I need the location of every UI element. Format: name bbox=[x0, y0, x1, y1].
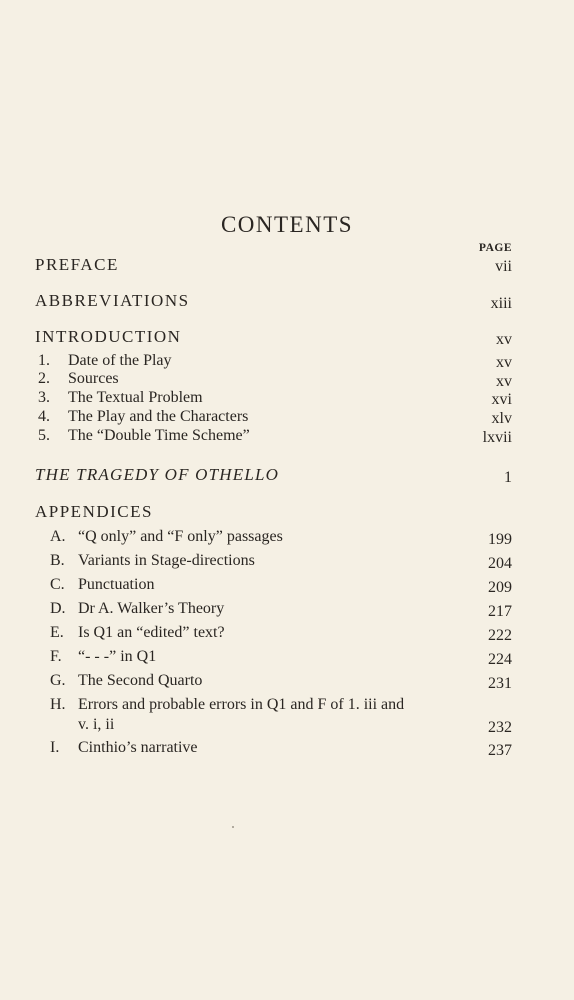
appendix-item bbox=[50, 739, 198, 757]
appendix-letter: F. bbox=[50, 648, 62, 665]
appendix-page: 209 bbox=[488, 579, 512, 596]
appendix-item bbox=[50, 624, 225, 642]
appendix-item bbox=[50, 600, 224, 618]
intro-item bbox=[38, 427, 250, 445]
appendix-page: 231 bbox=[488, 675, 512, 692]
intro-item bbox=[38, 408, 248, 426]
appendix-item bbox=[50, 696, 404, 714]
appendix-item bbox=[50, 576, 154, 594]
intro-item-page: xlv bbox=[491, 410, 512, 427]
appendix-label: Dr A. Walker’s Theory bbox=[78, 600, 225, 617]
appendix-letter: C. bbox=[50, 576, 65, 593]
page-title: CONTENTS bbox=[220, 212, 354, 237]
appendix-page: 232 bbox=[488, 719, 512, 736]
appendix-letter: D. bbox=[50, 600, 66, 617]
intro-item-label: Sources bbox=[68, 370, 119, 387]
appendix-label: “- - -” in Q1 bbox=[78, 648, 157, 665]
appendices-heading: APPENDICES bbox=[35, 502, 153, 521]
intro-item-page: xv bbox=[496, 354, 512, 371]
appendix-letter: I. bbox=[50, 739, 60, 756]
appendix-item bbox=[50, 648, 156, 666]
appendix-letter: G. bbox=[50, 672, 66, 689]
intro-item-label: The “Double Time Scheme” bbox=[68, 427, 250, 444]
appendix-letter: B. bbox=[50, 552, 65, 569]
intro-item-number: 1. bbox=[38, 352, 50, 369]
appendix-item bbox=[50, 672, 202, 690]
appendix-item bbox=[50, 528, 283, 546]
paper-speck bbox=[232, 826, 234, 828]
appendix-label: Cinthio’s narrative bbox=[78, 739, 198, 756]
appendix-letter: H. bbox=[50, 696, 66, 713]
intro-item bbox=[38, 370, 119, 388]
play-text-page: 1 bbox=[504, 469, 512, 486]
intro-item-page: xv bbox=[496, 373, 512, 390]
appendix-page: 204 bbox=[488, 555, 512, 572]
intro-item bbox=[38, 389, 203, 407]
introduction-heading: INTRODUCTION bbox=[35, 327, 182, 346]
play-text-heading: THE TRAGEDY OF OTHELLO bbox=[35, 465, 280, 484]
page-column-label: PAGE bbox=[478, 242, 512, 254]
intro-item-page: lxvii bbox=[482, 429, 512, 446]
intro-item-number: 2. bbox=[38, 370, 50, 387]
preface-heading: PREFACE bbox=[35, 255, 119, 274]
appendix-page: 222 bbox=[488, 627, 512, 644]
intro-item-label: The Textual Problem bbox=[68, 389, 203, 406]
appendix-letter: E. bbox=[50, 624, 64, 641]
appendix-page: 217 bbox=[488, 603, 512, 620]
appendix-label: Punctuation bbox=[78, 576, 155, 593]
appendix-label: Is Q1 an “edited” text? bbox=[78, 624, 225, 641]
appendix-page: 224 bbox=[488, 651, 512, 668]
appendix-page: 237 bbox=[488, 742, 512, 759]
appendix-label: Errors and probable errors in Q1 and F of 1. iii and bbox=[78, 696, 405, 713]
intro-item-page: xvi bbox=[491, 391, 512, 408]
intro-item-number: 4. bbox=[38, 408, 50, 425]
appendix-label: “Q only” and “F only” passages bbox=[78, 528, 283, 545]
abbreviations-heading: ABBREVIATIONS bbox=[35, 291, 190, 310]
intro-item-number: 3. bbox=[38, 389, 50, 406]
appendix-letter: A. bbox=[50, 528, 66, 545]
appendix-label: Variants in Stage-directions bbox=[78, 552, 255, 569]
intro-item-number: 5. bbox=[38, 427, 50, 444]
intro-item-label: Date of the Play bbox=[68, 352, 172, 369]
intro-item-label: The Play and the Characters bbox=[68, 408, 249, 425]
introduction-page: xv bbox=[496, 331, 512, 348]
appendix-page: 199 bbox=[488, 531, 512, 548]
preface-page: vii bbox=[495, 258, 512, 275]
appendix-label-continuation: v. i, ii bbox=[78, 716, 115, 733]
appendix-item bbox=[50, 552, 255, 570]
abbreviations-page: xiii bbox=[490, 295, 512, 312]
intro-item bbox=[38, 352, 172, 370]
appendix-label: The Second Quarto bbox=[78, 672, 203, 689]
